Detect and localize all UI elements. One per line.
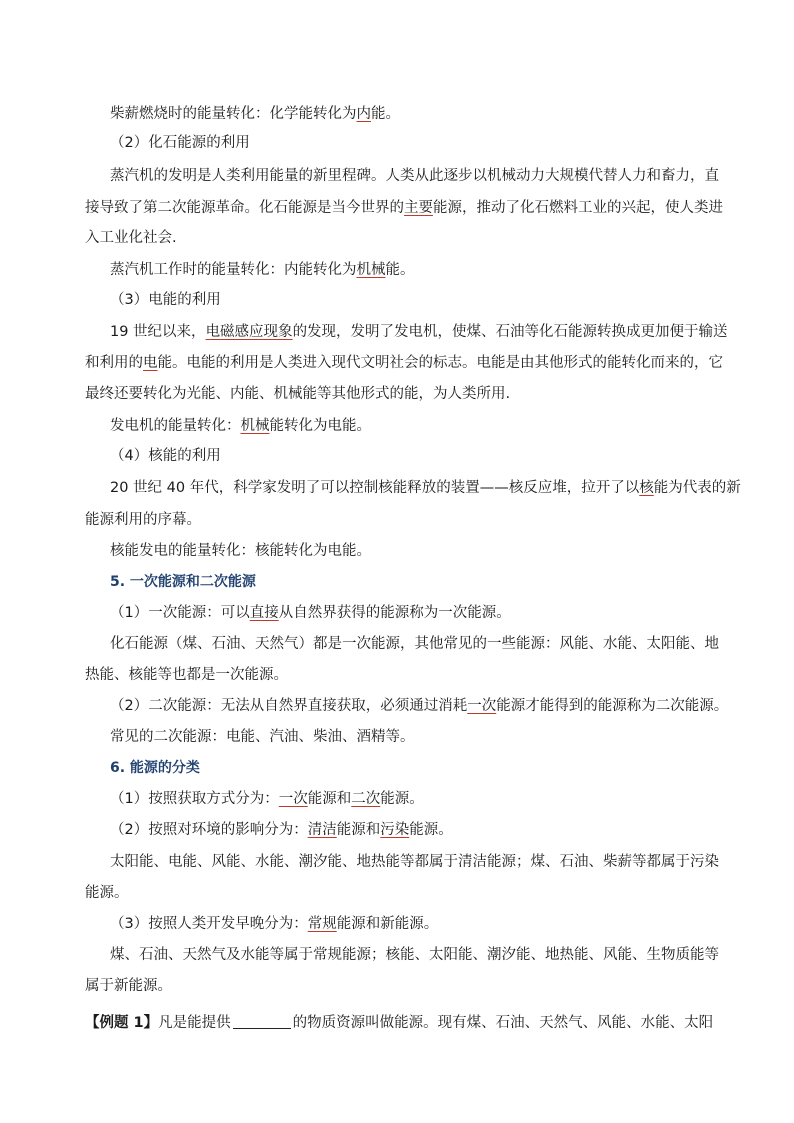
paragraph-line: 化石能源（煤、石油、天然气）都是一次能源，其他常见的一些能源：风能、水能、太阳能、地 [110, 636, 719, 652]
text-line: （3）按照人类开发早晚分为：常规能源和新能源。 [110, 916, 439, 932]
text-line: 常见的二次能源：电能、汽油、柴油、酒精等。 [110, 729, 415, 745]
underlined-answer: 一次 [278, 791, 308, 807]
paragraph-line: 煤、石油、天然气及水能等属于常规能源；核能、太阳能、潮汐能、地热能、风能、生物质能等 [110, 947, 719, 963]
paragraph-line: 属于新能源。 [85, 978, 172, 994]
paragraph-line: 热能、核能等也都是一次能源。 [85, 667, 288, 683]
text-line: （2）按照对环境的影响分为：清洁能源和污染能源。 [110, 822, 453, 838]
paragraph-line: 接导致了第二次能源革命。化石能源是当今世界的主要能源，推动了化石燃料工业的兴起，使人类进 [85, 200, 723, 216]
underlined-answer: 主要 [404, 200, 433, 216]
subheading: （3）电能的利用 [110, 292, 221, 308]
underlined-answer: 电 [143, 355, 158, 371]
underlined-answer: 直接 [249, 605, 279, 621]
paragraph-line: 能源。 [85, 885, 129, 901]
text-line: 核能发电的能量转化：核能转化为电能。 [110, 543, 371, 559]
underlined-answer: 核 [639, 480, 654, 496]
text-line: 蒸汽机工作时的能量转化：内能转化为机械能。 [110, 262, 415, 278]
paragraph-line: 最终还要转化为光能、内能、机械能等其他形式的能，为人类所用. [85, 386, 511, 402]
underlined-answer: 污染 [380, 822, 410, 838]
text-line: 柴薪燃烧时的能量转化：化学能转化为内能。 [110, 106, 400, 122]
paragraph-line: 入工业化社会. [85, 230, 177, 246]
subheading: （2）化石能源的利用 [110, 135, 250, 151]
paragraph-line: 能源利用的序幕。 [85, 512, 201, 528]
underlined-answer: 机械 [356, 262, 386, 278]
underlined-answer: 机械 [240, 418, 270, 434]
subheading: （4）核能的利用 [110, 448, 221, 464]
example-label: 【例题 1】 [85, 1015, 159, 1031]
section-heading: 6. 能源的分类 [110, 760, 200, 776]
text-line: （1）按照获取方式分为：一次能源和二次能源。 [110, 791, 424, 807]
paragraph-line: 太阳能、电能、风能、水能、潮汐能、地热能等都属于清洁能源；煤、石油、柴薪等都属于污染 [110, 854, 719, 870]
example-question: 【例题 1】凡是能提供 的物质资源叫做能源。现有煤、石油、天然气、风能、水能、太阳 [85, 1015, 714, 1031]
text-line: （2）二次能源：无法从自然界直接获取，必须通过消耗一次能源才能得到的能源称为二次能源。 [110, 698, 729, 714]
text-line: （1）一次能源：可以直接从自然界获得的能源称为一次能源。 [110, 605, 511, 621]
section-heading: 5. 一次能源和二次能源 [110, 574, 256, 590]
underlined-answer: 常规 [307, 916, 337, 932]
paragraph-line: 19 世纪以来，电磁感应现象的发现，发明了发电机，使煤、石油等化石能源转换成更加便于输送 [110, 324, 728, 340]
answer-blank[interactable] [233, 1013, 291, 1029]
underlined-answer: 内 [356, 106, 371, 122]
underlined-answer: 电磁感应现象 [205, 324, 293, 340]
underlined-answer: 清洁 [307, 822, 337, 838]
paragraph-line: 和利用的电能。电能的利用是人类进入现代文明社会的标志。电能是由其他形式的能转化而来的，它 [85, 355, 723, 371]
paragraph-line: 20 世纪 40 年代，科学家发明了可以控制核能释放的装置——核反应堆，拉开了以核能为代表的新 [110, 480, 741, 496]
underlined-answer: 二次 [351, 791, 381, 807]
underlined-answer: 一次 [467, 698, 497, 714]
text-line: 发电机的能量转化：机械能转化为电能。 [110, 418, 371, 434]
paragraph-line: 蒸汽机的发明是人类利用能量的新里程碑。人类从此逐步以机械动力大规模代替人力和畜力，直 [110, 168, 719, 184]
